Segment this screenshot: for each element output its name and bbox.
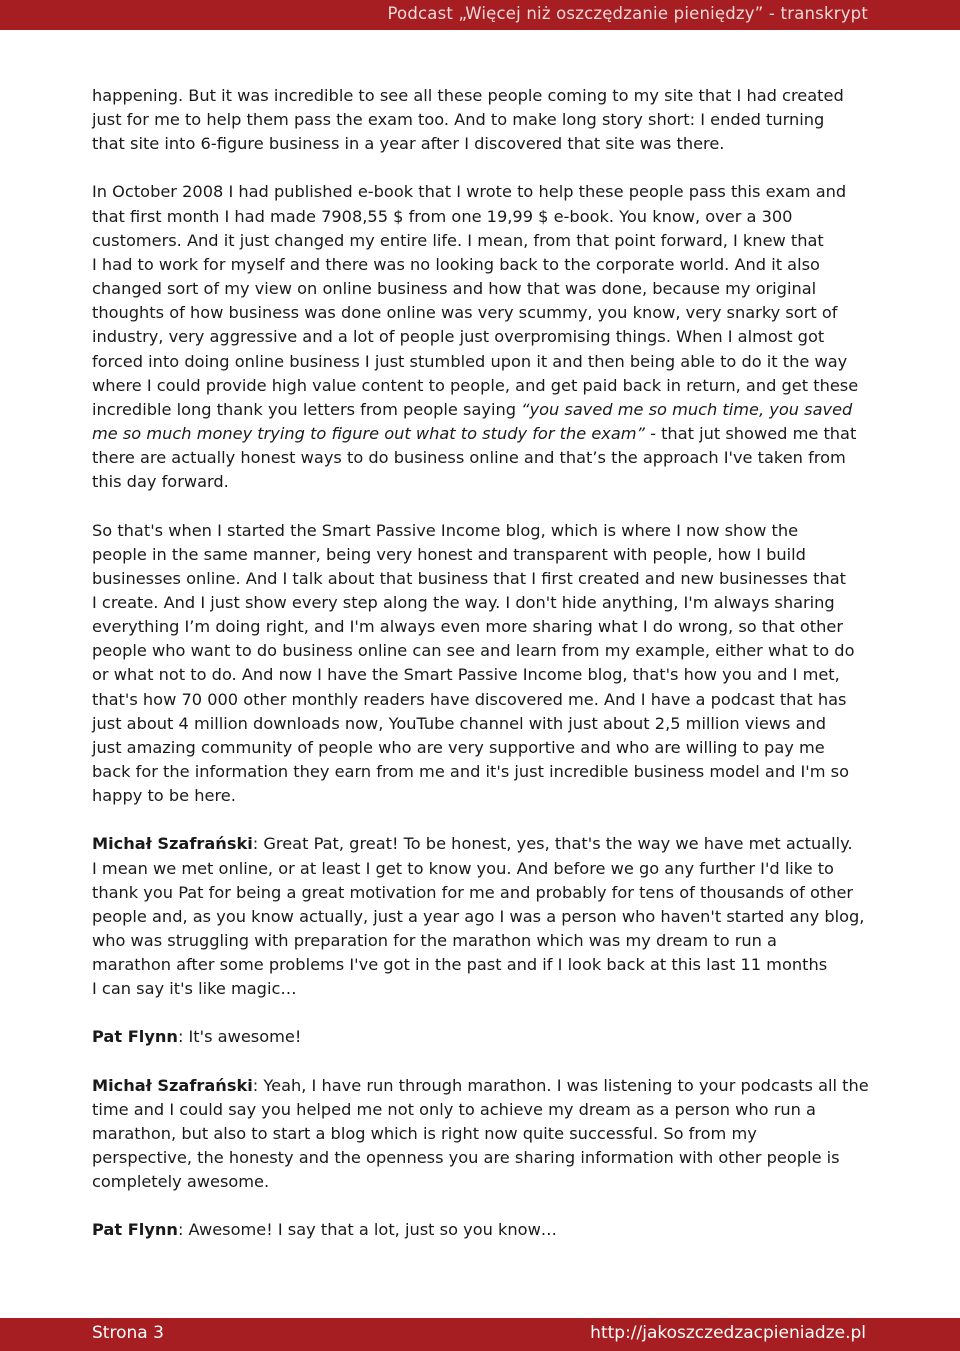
text-line: industry, very aggressive and a lot of people just overpromising things. When I almost got <box>92 327 825 347</box>
text-line <box>92 1025 882 1049</box>
speaker-name: Pat Flynn <box>92 1220 178 1240</box>
text-line: customers. And it just changed my entire life. I mean, from that point forward, I knew that <box>92 230 824 250</box>
text-segment: : Awesome! I say that a lot, just so you know… <box>177 1220 557 1240</box>
paragraph-3 <box>92 519 882 809</box>
text-line: just about 4 million downloads now, YouTube channel with just about 2,5 million views and <box>92 713 827 733</box>
text-line: there are actually honest ways to do business online and that’s the approach I've taken from <box>92 448 846 468</box>
text-line: happening. But it was incredible to see all these people coming to my site that I had created <box>92 86 844 105</box>
text-line: thoughts of how business was done online was very scummy, you know, very snarky sort of <box>92 303 838 323</box>
text-line: that first month I had made 7908,55 $ from one 19,99 $ e-book. You know, over a 300 <box>92 206 793 226</box>
text-segment: - that jut showed me that <box>644 424 857 444</box>
text-line: thank you Pat for being a great motivation for me and probably for tens of thousands of other <box>92 882 854 902</box>
text-line: businesses online. And I talk about that business that I first created and new businesses that <box>92 568 846 588</box>
text-segment: : It's awesome! <box>177 1027 302 1047</box>
text-line: that's how 70 000 other monthly readers have discovered me. And I have a podcast that has <box>92 689 847 709</box>
text-line: back for the information they earn from me and it's just incredible business model and I'm so <box>92 762 849 782</box>
text-segment: incredible long thank you letters from people saying <box>92 399 522 419</box>
text-line: So that's when I started the Smart Passive Income blog, which is where I now show the <box>92 520 799 540</box>
paragraph-6 <box>92 1074 882 1195</box>
text-line: marathon after some problems I've got in the past and if I look back at this last 11 months <box>92 955 828 975</box>
text-line: I had to work for myself and there was no looking back to the corporate world. And it also <box>92 254 820 274</box>
text-line: or what not to do. And now I have the Smart Passive Income blog, that's how you and I met, <box>92 665 840 685</box>
footer-bar <box>0 1318 960 1351</box>
transcript-body <box>92 84 882 1267</box>
page-number: Strona 3 <box>92 1323 164 1343</box>
text-line: completely awesome. <box>92 1172 270 1192</box>
text-line: everything I’m doing right, and I'm always even more sharing what I do wrong, so that other <box>92 617 843 637</box>
paragraph-5 <box>92 1025 882 1049</box>
text-line <box>92 422 882 446</box>
text-line <box>92 1074 882 1098</box>
text-segment: : Yeah, I have run through marathon. I was listening to your podcasts all the <box>252 1075 869 1095</box>
speaker-name: Michał Szafrański <box>92 1075 253 1095</box>
header-bar <box>0 0 960 30</box>
text-line: happy to be here. <box>92 786 236 806</box>
text-line: that site into 6-figure business in a year after I discovered that site was there. <box>92 134 725 154</box>
speaker-name: Michał Szafrański <box>92 834 253 854</box>
document-title: Podcast „Więcej niż oszczędzanie pieniędzy” - transkrypt <box>387 4 868 23</box>
quote-text: “you saved me so much time, you saved <box>521 399 853 419</box>
text-line: this day forward. <box>92 472 229 492</box>
text-line: forced into doing online business I just stumbled upon it and then being able to do it the way <box>92 351 848 371</box>
text-line: I create. And I just show every step along the way. I don't hide anything, I'm always sharing <box>92 592 835 612</box>
text-line: just amazing community of people who are very supportive and who are willing to pay me <box>92 737 825 757</box>
text-line: marathon, but also to start a blog which is right now quite successful. So from my <box>92 1123 757 1143</box>
text-line: people who want to do business online can see and learn from my example, either what to do <box>92 641 855 661</box>
text-line: I can say it's like magic… <box>92 979 297 999</box>
text-line <box>92 1218 882 1242</box>
text-line: just for me to help them pass the exam too. And to make long story short: I ended turning <box>92 110 825 130</box>
text-line: time and I could say you helped me not only to achieve my dream as a person who run a <box>92 1099 816 1119</box>
text-line: I mean we met online, or at least I get to know you. And before we go any further I'd like to <box>92 858 834 878</box>
paragraph-1 <box>92 84 882 156</box>
speaker-name: Pat Flynn <box>92 1027 178 1047</box>
paragraph-7 <box>92 1218 882 1242</box>
text-line: perspective, the honesty and the openness you are sharing information with other people is <box>92 1148 840 1168</box>
site-url-link[interactable]: http://jakoszczedzacpieniadze.pl <box>590 1323 866 1343</box>
text-line <box>92 832 882 856</box>
text-segment: : Great Pat, great! To be honest, yes, that's the way we have met actually. <box>252 834 853 854</box>
text-line: In October 2008 I had published e-book that I wrote to help these people pass this exam and <box>92 182 847 202</box>
quote-text: me so much money trying to figure out what to study for the exam” <box>92 424 645 444</box>
text-line: people in the same manner, being very honest and transparent with people, how I build <box>92 544 806 564</box>
text-line <box>92 398 882 422</box>
text-line: changed sort of my view on online business and how that was done, because my original <box>92 279 817 299</box>
text-line: who was struggling with preparation for the marathon which was my dream to run a <box>92 931 777 950</box>
paragraph-2 <box>92 180 882 494</box>
paragraph-4 <box>92 832 882 1001</box>
text-line: people and, as you know actually, just a year ago I was a person who haven't started any blog, <box>92 906 865 926</box>
text-line: where I could provide high value content to people, and get paid back in return, and get these <box>92 375 859 395</box>
